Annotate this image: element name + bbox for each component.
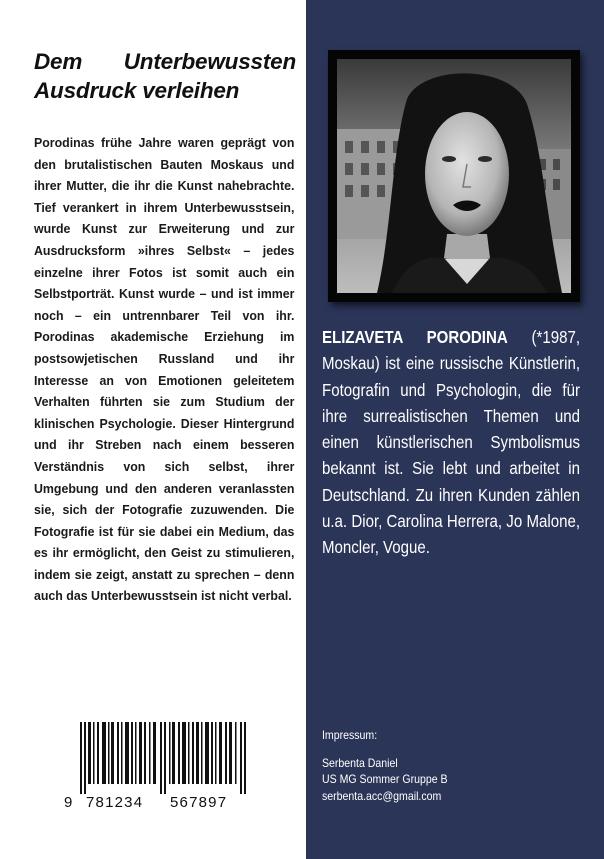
portrait-photo xyxy=(337,59,571,293)
artist-bio-text: (*1987, Moskau) ist eine russische Künstlerin, Fotografin und Psychologin, die für ihre surrealistischen Themen und einen künstlerischen Symbolismus bekannt ist. Sie lebt und arbeitet in Deutschland. Zu ihren Kunden zählen u.a. Dior, Carolina Herrera, Jo Malone, Moncler, Vogue. xyxy=(322,327,581,558)
barcode-digits-left: 781234 xyxy=(86,794,144,811)
barcode-bars xyxy=(80,722,250,794)
barcode-digit-first: 9 xyxy=(64,794,74,811)
heading-line-1: Dem Unterbewussten xyxy=(34,49,296,74)
artist-bio xyxy=(322,324,580,561)
barcode-digits xyxy=(64,794,264,814)
page-heading xyxy=(34,47,296,105)
isbn-barcode xyxy=(64,722,264,817)
heading-line-2: Ausdruck verleihen xyxy=(34,78,240,103)
impressum-title: Impressum: xyxy=(322,728,378,742)
impressum-email: serbenta.acc@gmail.com xyxy=(322,788,442,803)
artist-name: ELIZAVETA PORODINA xyxy=(322,327,508,347)
barcode-digits-right: 567897 xyxy=(170,794,228,811)
portrait-photo-frame xyxy=(328,50,580,302)
impressum-name: Serbenta Daniel xyxy=(322,755,398,770)
impressum xyxy=(322,727,533,804)
body-paragraph: Porodinas frühe Jahre waren geprägt von den brutalistischen Bauten Moskaus und ihrer Mutter, die ihr die Kunst nahebrachte. Tief verankert in ihrem Unterbewusstsein, wurde Kunst zur Erweiterung und zur Ausdrucksform »ihres Selbst« – jedes einzelne ihrer Fotos ist somit auch ein Selbstporträt. Kunst wurde – und ist immer noch – ein untrennbarer Teil von ihr. Porodinas akademische Erziehung im postsowjetischen Russland und ihr Interesse an von Emotionen geleitetem Verhalten führten sie zum Studium der klinischen Psychologie. Dieser Hintergrund und ihr Streben nach einem besseren Verständnis von sich selbst, ihrer Umgebung und den anderen veranlassten sie, sich der Fotografie zuzuwenden. Die Fotografie ist für sie dabei ein Medium, das es ihr ermöglicht, den Geist zu stimulieren, indem sie zeigt, anstatt zu sprechen – denn auch das Unterbewusstsein ist nicht verbal. xyxy=(34,135,295,604)
impressum-group: US MG Sommer Gruppe B xyxy=(322,772,448,786)
